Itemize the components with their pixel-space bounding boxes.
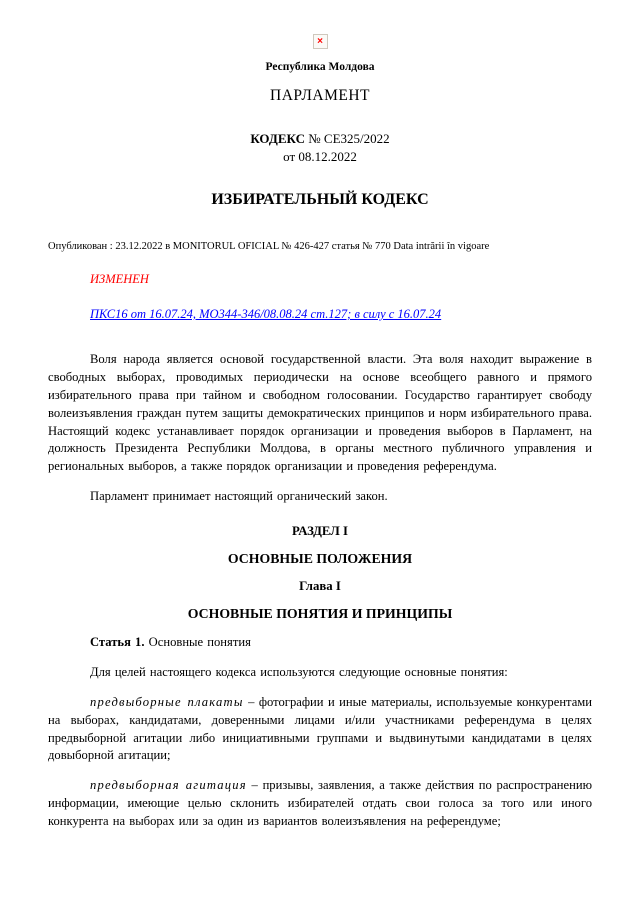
country-name: Республика Молдова	[265, 61, 375, 73]
preamble-paragraph-2: Парламент принимает настоящий органический закон.	[90, 489, 388, 504]
definition-text: – призывы, заявления, а также действия по распространению информации, имеющие целью склонить избирателей отдать свои голоса за того или иного конкурента на выборах или за один из вариантов волеизъявления на референдуме;	[48, 778, 592, 828]
code-label: КОДЕКС	[250, 131, 306, 146]
definition-text: – фотографии и иные материалы, используемые конкурентами на выборах, кандидатами, доверенными лицами и/или участниками референдума в целях предвыборной агитации либо инициативными группами и выдвинутыми кандидатами в целях довыборной агитации;	[48, 694, 593, 763]
article-heading	[48, 634, 592, 652]
term-text: предвыборная агитация	[90, 778, 247, 793]
article-label: Статья 1.	[90, 635, 145, 649]
broken-image-x-glyph: ×	[317, 35, 323, 47]
section-label: РАЗДЕЛ I	[292, 524, 348, 538]
definition-paragraph	[48, 777, 592, 831]
term-text: предвыборные плакаты	[90, 694, 244, 709]
section-headings	[48, 524, 592, 622]
code-date: от 08.12.2022	[283, 149, 357, 164]
article-intro: Для целей настоящего кодекса используются следующие основные понятия:	[90, 664, 508, 679]
article-title: Основные понятия	[144, 635, 251, 649]
chapter-title: ОСНОВНЫЕ ПОНЯТИЯ И ПРИНЦИПЫ	[187, 606, 453, 621]
definition-paragraph	[48, 694, 592, 766]
amendment-link[interactable]: ПКС16 от 16.07.24, МО344-346/08.08.24 ст.127; в силу с 16.07.24	[90, 307, 442, 321]
broken-image-icon	[313, 34, 328, 49]
publication-line: Опубликован : 23.12.2022 в MONITORUL OFICIAL № 426-427 статья № 770 Data intrării în vigoare	[48, 241, 490, 252]
amendments-block	[90, 272, 592, 323]
code-number: № СЕ325/2022	[308, 131, 390, 146]
document-title: ИЗБИРАТЕЛЬНЫЙ КОДЕКС	[211, 191, 429, 208]
document-header	[48, 34, 592, 209]
code-number-line	[48, 131, 592, 147]
institution-name: ПАРЛАМЕНТ	[270, 87, 370, 104]
chapter-label: Глава I	[299, 579, 341, 593]
amended-status-label: ИЗМЕНЕН	[90, 272, 149, 286]
section-title: ОСНОВНЫЕ ПОЛОЖЕНИЯ	[227, 551, 413, 566]
preamble-paragraph-1: Воля народа является основой государственной власти. Эта воля находит выражение в свободных выборах, проводимых периодически на основе всеобщего равного и прямого избирательного права при тайном и свободном голосовании. Государство гарантирует свободу волеизъявления граждан путем защиты демократических принципов и норм избирательного права. Настоящий кодекс устанавливает порядок организации и проведения выборов в Парламент, на должность Президента Республики Молдова, в органы местного публичного управления и региональных выборов, а также порядок организации и проведения референдума.	[48, 352, 592, 474]
